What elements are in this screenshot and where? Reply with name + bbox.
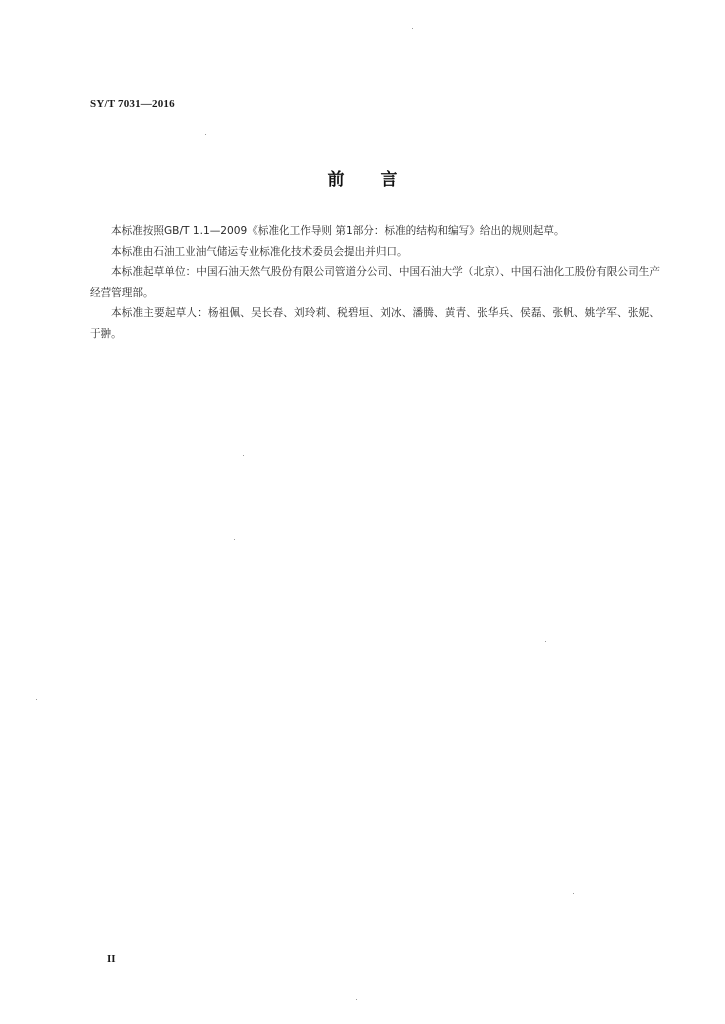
scan-speck [412, 28, 413, 29]
title-char-2: 言 [380, 170, 398, 190]
title-char-1: 前 [327, 170, 345, 190]
scan-speck [234, 539, 235, 540]
page-title [0, 165, 725, 190]
scan-speck [205, 134, 206, 135]
foreword-body [90, 221, 660, 344]
paragraph-proposer: 本标准由石油工业油气储运专业标准化技术委员会提出并归口。 [111, 245, 408, 258]
paragraph-drafting-rules: 本标准按照GB/T 1.1—2009《标准化工作导则 第1部分：标准的结构和编写》给出的规则起草。 [111, 225, 565, 237]
scan-speck [545, 641, 546, 642]
paragraph-drafters: 本标准主要起草人：杨祖佩、吴长春、刘玲莉、税碧垣、刘冰、潘腾、黄青、张华兵、侯磊、张帆、姚学军、张妮、于翀。 [90, 307, 660, 340]
scan-speck [356, 999, 357, 1000]
paragraph-drafting-units: 本标准起草单位：中国石油天然气股份有限公司管道分公司、中国石油大学（北京）、中国石油化工股份有限公司生产经营管理部。 [90, 266, 660, 299]
standard-code: SY/T 7031—2016 [90, 98, 175, 110]
scan-speck [36, 699, 37, 700]
page-number: II [107, 953, 116, 965]
scan-speck [573, 893, 574, 894]
scan-speck [243, 455, 244, 456]
